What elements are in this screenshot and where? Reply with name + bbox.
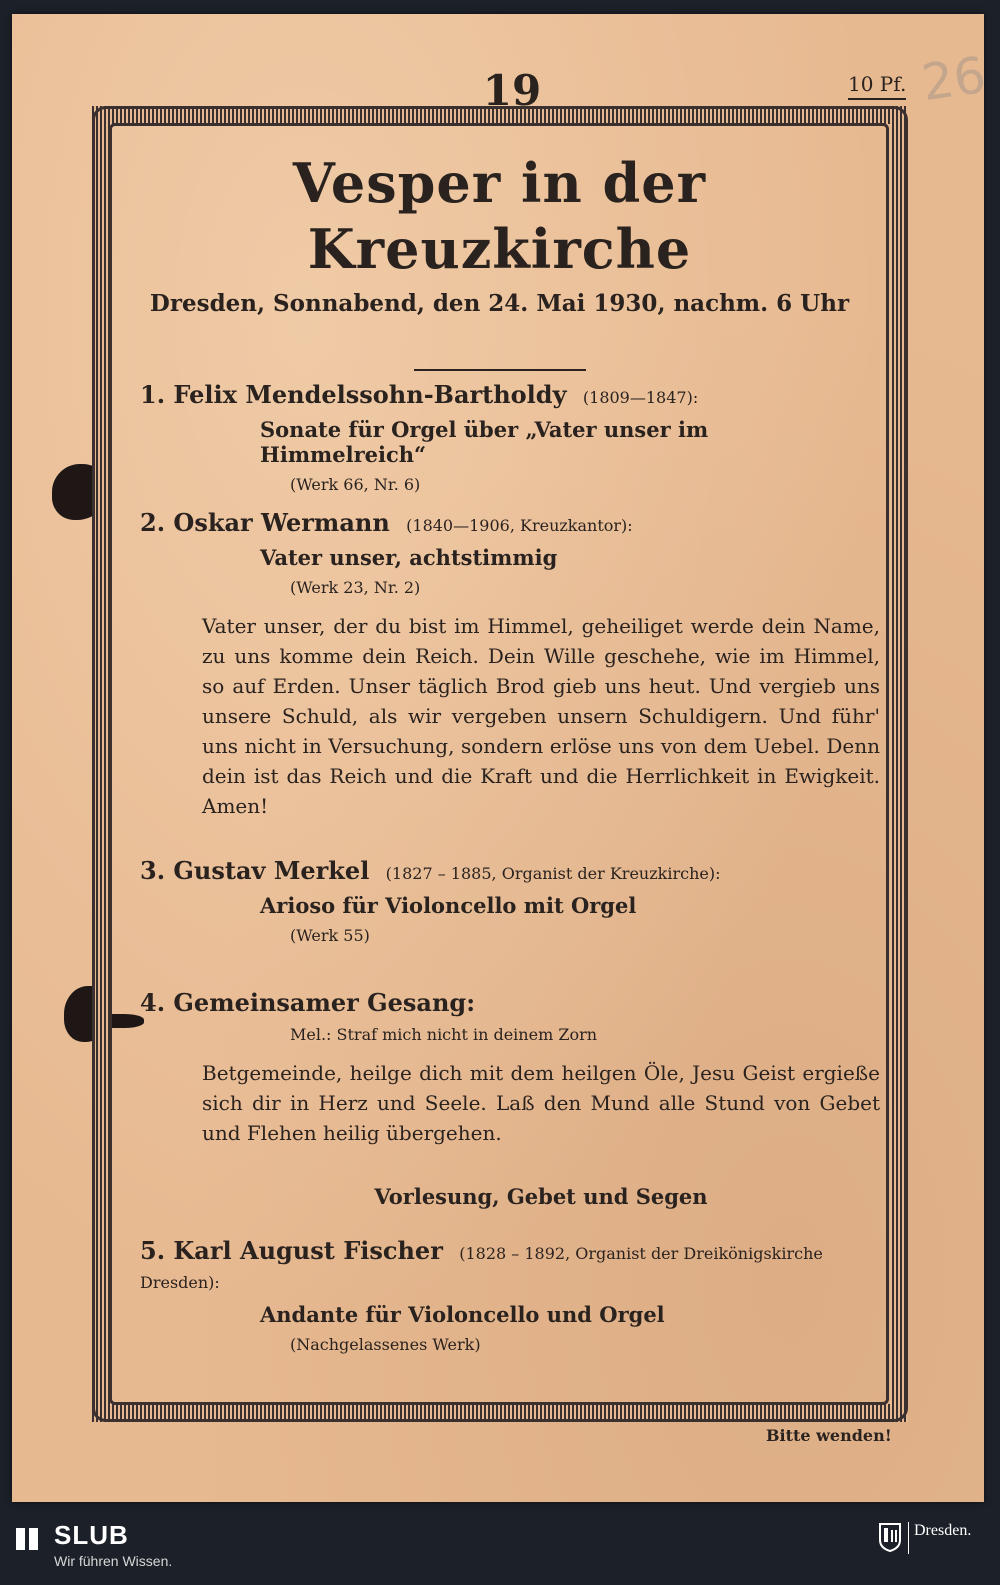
composer-dates: (1840—1906, Kreuzkantor): [406, 516, 633, 535]
library-name: SLUB [54, 1520, 129, 1550]
composer-name: Oskar Wermann [173, 508, 390, 537]
work-title: Arioso für Violoncello mit Orgel [260, 893, 637, 918]
composer-name: Gustav Merkel [173, 856, 370, 885]
work-title: Sonate für Orgel über „Vater unser im Himmelreich“ [260, 417, 709, 467]
hymn-title: Gemeinsamer Gesang: [173, 988, 476, 1017]
program-item-2 [140, 508, 880, 821]
item-number: 3. [140, 856, 166, 885]
program-item-5 [140, 1236, 880, 1354]
price-label: 10 Pf. [848, 72, 906, 100]
item-number: 1. [140, 380, 166, 409]
work-title: Vater unser, achtstimmig [260, 545, 558, 570]
program-content [112, 128, 887, 1354]
hymn-melody: Mel.: Straf mich nicht in deinem Zorn [290, 1025, 598, 1044]
work-title: Andante für Violoncello und Orgel [260, 1302, 665, 1327]
pencil-annotation: 26 [918, 45, 990, 113]
lyrics-text: Vater unser, der du bist im Himmel, geheiliget werde dein Name, zu uns komme dein Reich. Dein Wille geschehe, wie im Himmel, so auf Erden. Unser täglich Brod gieb uns heut. Und vergieb uns unsere Schuld, als wir vergeben unsern Schuldigern. Und führ' uns nicht in Versuchung, sondern erlöse uns von dem Uebel. Denn dein ist das Reich und die Kraft und die Herrlichkeit in Ewigkeit. Amen! [202, 614, 880, 818]
composer-dates: (1809—1847): [582, 388, 699, 407]
program-item-4 [140, 988, 880, 1209]
book-icon [14, 1526, 40, 1552]
item-number: 4. [140, 988, 166, 1017]
composer-dates: (1827 – 1885, Organist der Kreuzkirche): [385, 864, 721, 883]
logo-divider [908, 1522, 909, 1554]
page-title: Vesper in der Kreuzkirche [292, 151, 707, 281]
work-opus: (Werk 55) [290, 926, 370, 945]
item-number: 5. [140, 1236, 166, 1265]
footer-bar [0, 1516, 1000, 1585]
work-opus: (Werk 66, Nr. 6) [290, 475, 421, 494]
city-name: Dresden. [914, 1522, 972, 1539]
composer-dates: (1828 – 1892, Organist der Dreikönigskirche Dresden): [140, 1244, 823, 1292]
composer-name: Felix Mendelssohn-Bartholdy [173, 380, 567, 409]
page-subtitle: Dresden, Sonnabend, den 24. Mai 1930, nachm. 6 Uhr [149, 290, 850, 317]
footer-note: Bitte wenden! [766, 1426, 892, 1445]
divider [414, 369, 586, 371]
composer-name: Karl August Fischer [173, 1236, 443, 1265]
item-number: 2. [140, 508, 166, 537]
work-opus: (Werk 23, Nr. 2) [290, 578, 421, 597]
program-item-3 [140, 856, 880, 945]
city-crest-icon [878, 1522, 902, 1552]
page-number: 19 [482, 66, 542, 115]
library-tagline: Wir führen Wissen. [54, 1553, 173, 1569]
work-opus: (Nachgelassenes Werk) [290, 1335, 481, 1354]
program-item-1 [140, 380, 880, 494]
reading-line: Vorlesung, Gebet und Segen [374, 1184, 708, 1209]
hymn-text: Betgemeinde, heilge dich mit dem heilgen Öle, Jesu Geist ergieße sich dir in Herz und Seele. Laß den Mund alle Stund von Gebet und Flehen heilig übergehen. [202, 1061, 880, 1145]
